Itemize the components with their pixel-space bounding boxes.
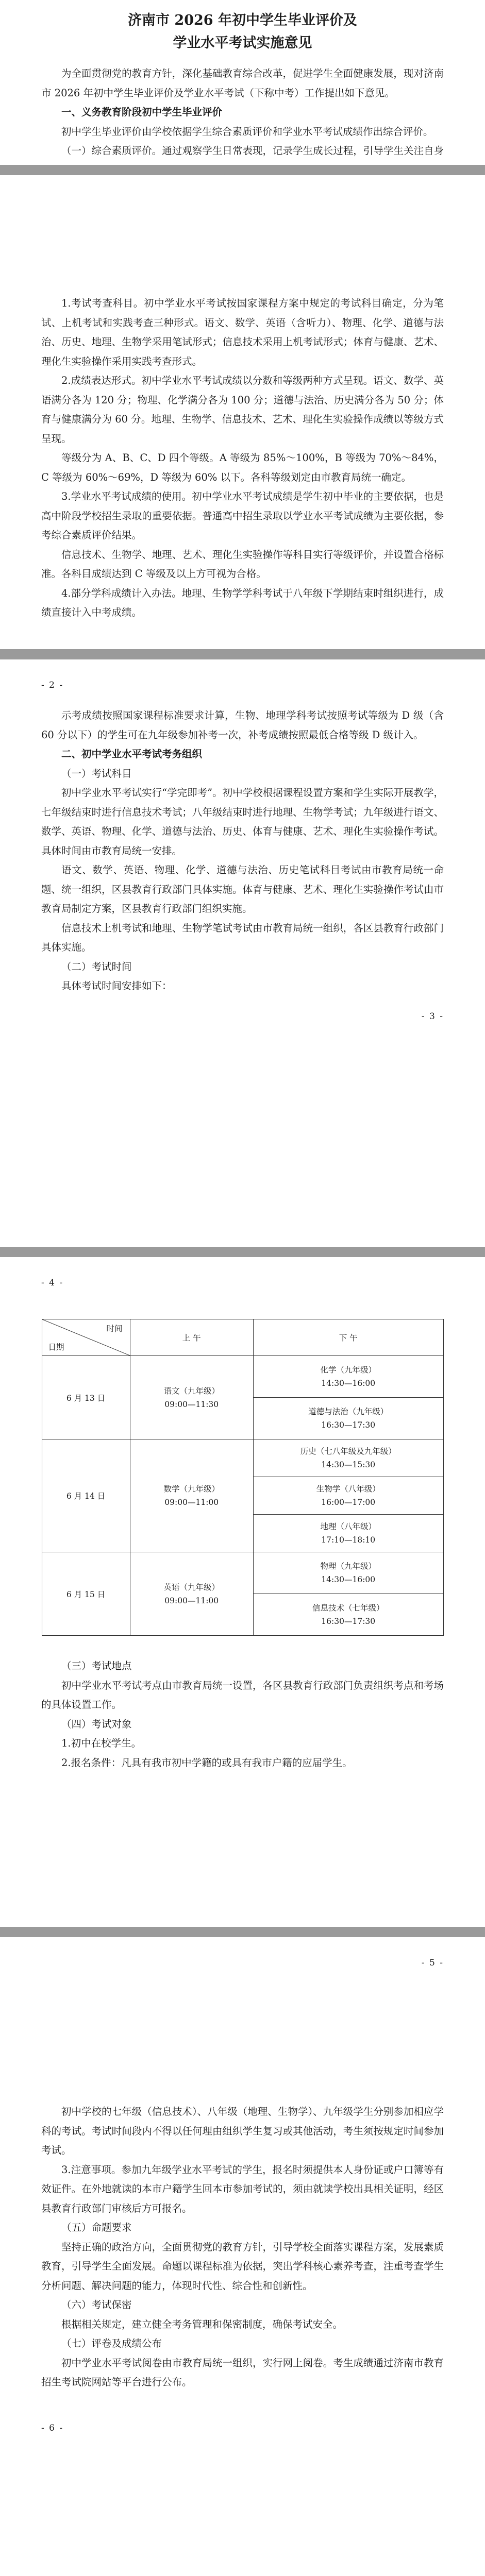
date-cell: 6 月 14 日 bbox=[42, 1439, 130, 1552]
page-4 bbox=[0, 1257, 485, 1927]
page-number: - 6 - bbox=[41, 2422, 64, 2433]
subject-block: 地理（八年级） 17:10—18:10 bbox=[254, 1514, 443, 1552]
page-2 bbox=[0, 175, 485, 649]
paragraph: 等级分为 A、B、C、D 四个等级。A 等级为 85%～100%，B 等级为 70%～84%，C 等级为 60%～69%，D 等级为 60% 以下。各科等级划定由市教育局统一确定。 bbox=[41, 452, 444, 483]
afternoon-cell bbox=[253, 1552, 443, 1636]
paragraph: 初中学业水平考试考点由市教育局统一设置，各区县教育行政部门负责组织考点和考场的具体设置工作。 bbox=[41, 1679, 444, 1710]
page-3 bbox=[0, 659, 485, 1247]
subject-block: 化学（九年级） 14:30—16:00 bbox=[320, 1365, 376, 1388]
paragraph: 具体考试时间安排如下： bbox=[61, 980, 172, 992]
paragraph: 示考成绩按照国家课程标准要求计算，生物、地理学科考试按照考试等级为 D 级（含 60 分以下）的学生可在九年级参加补考一次，补考成绩按照最低合格等级 D 级计入。 bbox=[41, 709, 444, 741]
table-corner-header bbox=[42, 1319, 130, 1356]
page-1 bbox=[0, 0, 485, 165]
page-number: - 5 - bbox=[421, 1958, 444, 1968]
section-heading: 二、初中学业水平考试考务组织 bbox=[61, 748, 203, 760]
subsection-heading: （一）综合素质评价。通过观察学生日常表现，记录学生成长过程，引导学生关注自身 bbox=[61, 145, 444, 157]
paragraph: 初中学业水平考试实行“学完即考”。初中学校根据课程设置方案和学生实际开展教学，七年级结束时进行信息技术考试；八年级结束时进行地理、生物学考试；九年级进行语文、数学、英语、物理、化学、道德与法治、历史、体育与健康、艺术、理化生实验操作考试。具体时间由市教育局统一安排。 bbox=[41, 787, 444, 857]
paragraph: 信息技术、生物学、地理、艺术、理化生实验操作等科目实行等级评价，并设置合格标准。各科目成绩达到 C 等级及以上方可视为合格。 bbox=[41, 548, 444, 580]
paragraph: 4.部分学科成绩计入办法。地理、生物学学科考试于八年级下学期结束时组织进行，成绩直接计入中考成绩。 bbox=[41, 587, 444, 618]
section-heading: 一、义务教育阶段初中学生毕业评价 bbox=[61, 106, 223, 118]
table-row bbox=[42, 1439, 443, 1552]
title-line-2: 学业水平考试实施意见 bbox=[173, 35, 312, 51]
morning-cell: 语文（九年级） 09:00—11:30 bbox=[130, 1356, 253, 1439]
title-line-1: 济南市 2026 年初中学生毕业评价及 bbox=[128, 12, 357, 28]
date-cell: 6 月 13 日 bbox=[42, 1356, 130, 1439]
subject-block: 生物学（八年级） 16:00—17:00 bbox=[254, 1477, 443, 1514]
paragraph: 1.考试考查科目。初中学业水平考试按国家课程方案中规定的考试科目确定，分为笔试、上机考试和实践考查三种形式。语文、数学、英语（含听力）、物理、化学、道德与法治、历史、地理、生物学采用笔试形式；信息技术采用上机考试形式；体育与健康、艺术、理化生实验操作采用实践考查形式。 bbox=[41, 297, 444, 367]
column-header-pm: 下 午 bbox=[253, 1319, 443, 1356]
table-row bbox=[42, 1552, 443, 1636]
header-time: 时间 bbox=[106, 1324, 123, 1333]
paragraph: 坚持正确的政治方向，全面贯彻党的教育方针，引导学校全面落实课程方案，发展素质教育，引导学生全面发展。命题以课程标准为依据，突出学科核心素养考查，注重考查学生分析问题、解决问题的能力，体现时代性、综合性和创新性。 bbox=[41, 2241, 444, 2292]
paragraph: 信息技术上机考试和地理、生物学笔试考试由市教育局统一组织，各区县教育行政部门具体实施。 bbox=[41, 922, 444, 953]
page-5 bbox=[0, 1937, 485, 2576]
paragraph: 初中学校的七年级（信息技术）、八年级（地理、生物学）、九年级学生分别参加相应学科的考试。考试时间段内不得以任何理由组织学生复习或其他活动，考生须按规定时间参加考试。 bbox=[41, 2106, 444, 2156]
paragraph: 初中学生毕业评价由学校依据学生综合素质评价和学业水平考试成绩作出综合评价。 bbox=[61, 125, 433, 138]
morning-cell: 数学（九年级） 09:00—11:00 bbox=[130, 1439, 253, 1552]
subsection-heading: （六）考试保密 bbox=[61, 2299, 132, 2311]
paragraph: 2.报名条件：凡具有我市初中学籍的或具有我市户籍的应届学生。 bbox=[61, 1756, 353, 1769]
paragraph: 3.学业水平考试成绩的使用。初中学业水平考试成绩是学生初中毕业的主要依据，也是高中阶段学校招生录取的重要依据。普通高中招生录取以学业水平考试成绩为主要依据，参考综合素质评价结果。 bbox=[41, 490, 444, 541]
subsection-heading: （三）考试地点 bbox=[61, 1660, 132, 1672]
header-date: 日期 bbox=[48, 1343, 64, 1352]
date-cell: 6 月 15 日 bbox=[42, 1552, 130, 1636]
subsection-heading: （七）评卷及成绩公布 bbox=[61, 2337, 162, 2349]
subject-block: 道德与法治（九年级） 16:30—17:30 bbox=[254, 1397, 443, 1439]
column-header-am: 上 午 bbox=[130, 1319, 253, 1356]
paragraph: 语文、数学、英语、物理、化学、道德与法治、历史笔试科目考试由市教育局统一命题、统一组织，区县教育行政部门具体实施。体育与健康、艺术、理化生实验操作考试由市教育局制定方案，区县教育行政部门组织实施。 bbox=[41, 864, 444, 914]
page-number: - 4 - bbox=[41, 1278, 64, 1288]
table-row bbox=[42, 1356, 443, 1439]
subject-block: 信息技术（七年级） 16:30—17:30 bbox=[254, 1594, 443, 1635]
paragraph: 2.成绩表达形式。初中学业水平考试成绩以分数和等级两种方式呈现。语文、数学、英语满分各为 120 分；物理、化学满分各为 100 分；道德与法治、历史满分各为 50 分；体育与健康满分为 60 分。地理、生物学、信息技术、艺术、理化生实验操作成绩以等级方式呈现。 bbox=[41, 375, 444, 445]
paragraph: 根据相关规定，建立健全考务管理和保密制度，确保考试安全。 bbox=[61, 2318, 343, 2330]
subject-block: 物理（九年级） 14:30—16:00 bbox=[320, 1562, 376, 1584]
afternoon-cell bbox=[253, 1356, 443, 1439]
document-title bbox=[41, 9, 444, 55]
exam-schedule-table bbox=[42, 1319, 444, 1636]
subject-block: 历史（七八年级及九年级） 14:30—15:30 bbox=[300, 1447, 396, 1469]
subsection-heading: （四）考试对象 bbox=[61, 1718, 132, 1730]
paragraph: 3.注意事项。参加九年级学业水平考试的学生，报名时须提供本人身份证或户口簿等有效证件。在外地就读的本市户籍学生回本市参加考试的，须由就读学校出具相关证明，经区县教育行政部门审核后方可报名。 bbox=[41, 2163, 444, 2214]
afternoon-cell bbox=[253, 1439, 443, 1552]
page-number: - 3 - bbox=[421, 1011, 444, 1022]
subsection-heading: （二）考试时间 bbox=[61, 960, 132, 973]
subsection-heading: （一）考试科目 bbox=[61, 767, 132, 779]
paragraph: 为全面贯彻党的教育方针，深化基础教育综合改革，促进学生全面健康发展，现对济南市 2026 年初中学生毕业评价及学业水平考试（下称中考）工作提出如下意见。 bbox=[41, 67, 444, 99]
morning-cell: 英语（九年级） 09:00—11:00 bbox=[130, 1552, 253, 1636]
subsection-heading: （五）命题要求 bbox=[61, 2222, 132, 2233]
paragraph: 1.初中在校学生。 bbox=[61, 1737, 142, 1749]
page-number: - 2 - bbox=[41, 680, 64, 690]
paragraph: 初中学业水平考试阅卷由市教育局统一组织，实行网上阅卷。考生成绩通过济南市教育招生考试院网站等平台进行公布。 bbox=[41, 2357, 444, 2388]
